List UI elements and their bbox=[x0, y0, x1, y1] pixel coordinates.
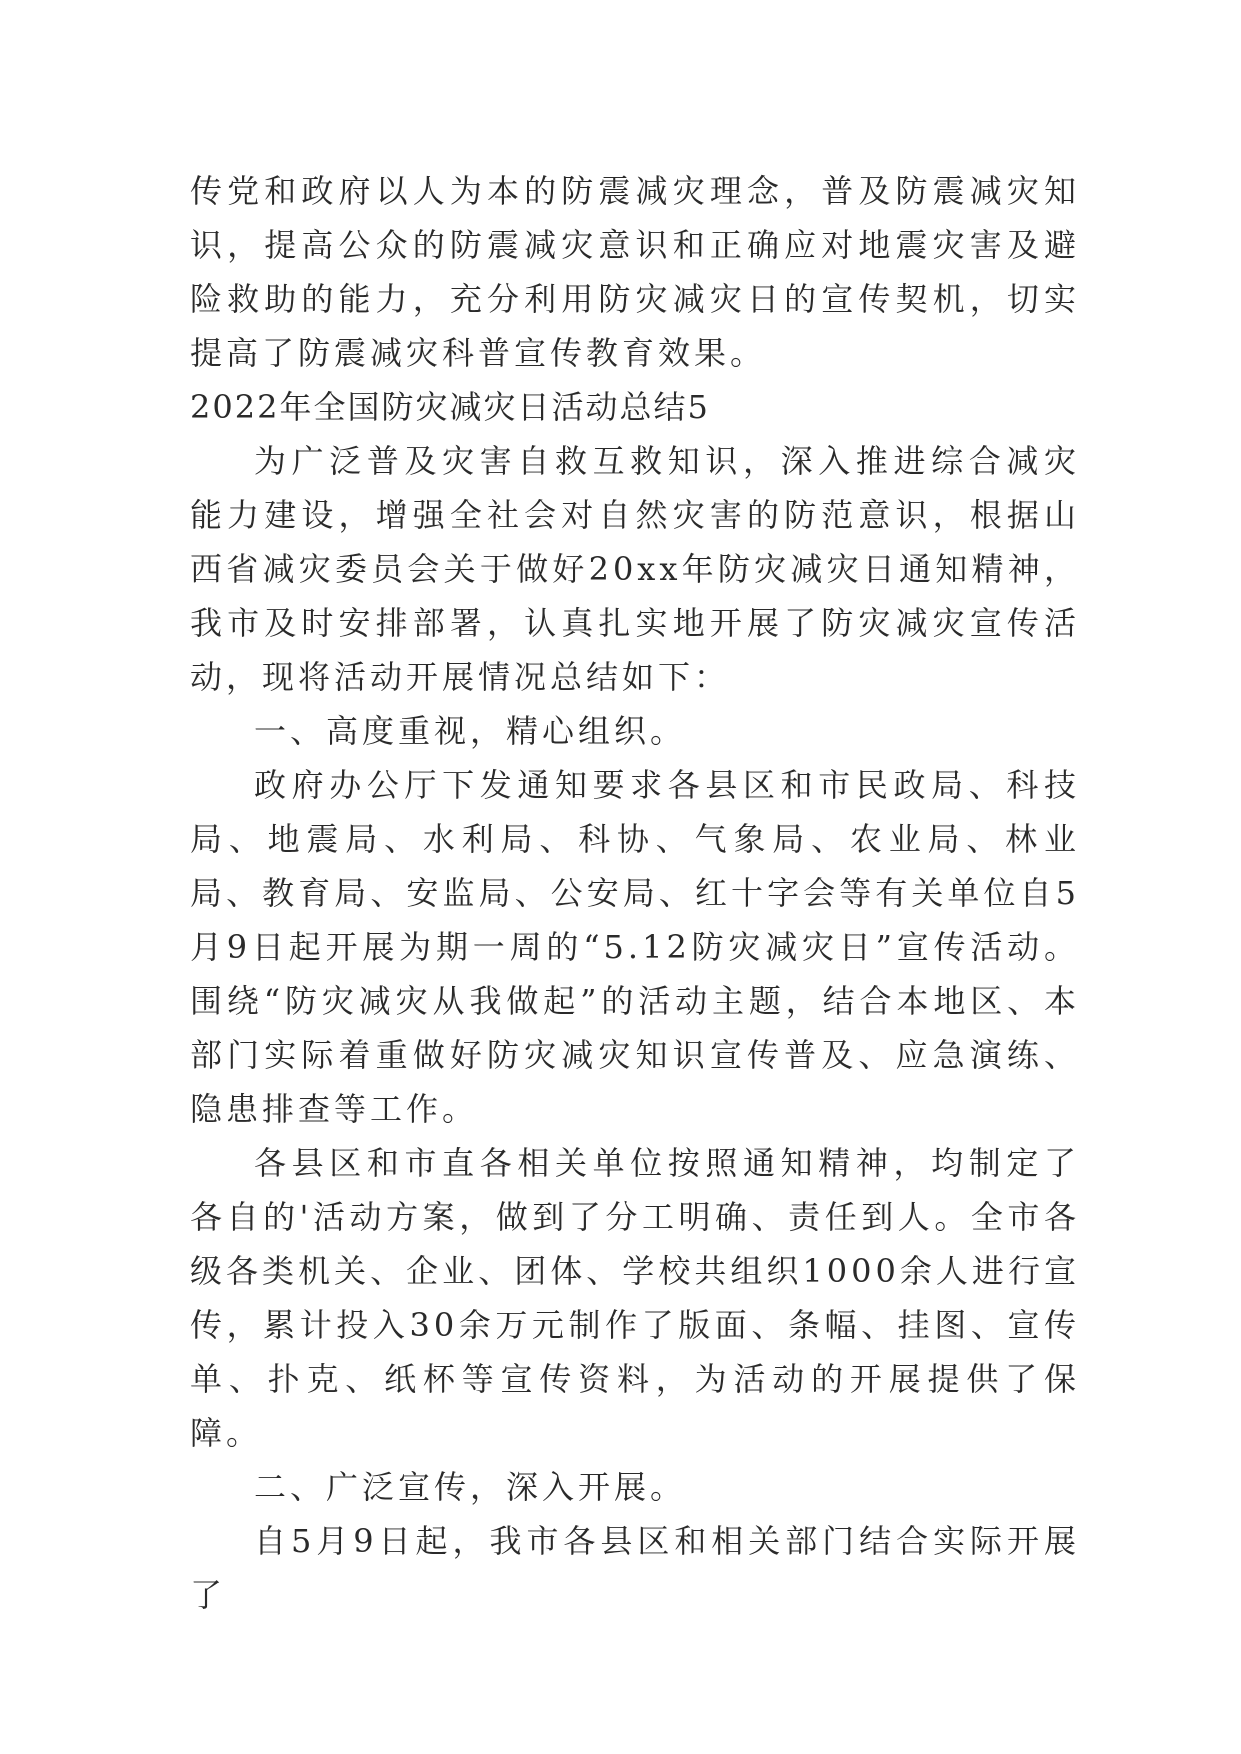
paragraph-notice: 政府办公厅下发通知要求各县区和市民政局、科技局、地震局、水利局、科协、气象局、农业局、林业局、教育局、安监局、公安局、红十字会等有关单位自5月9日起开展为期一周的“5.12防灾减灾日”宣传活动。围绕“防灾减灾从我做起”的活动主题，结合本地区、本部门实际着重做好防灾减灾知识宣传普及、应急演练、隐患排查等工作。 bbox=[190, 766, 1080, 1128]
section-heading-2: 二、广泛宣传，深入开展。 bbox=[254, 1468, 687, 1506]
section-heading-1: 一、高度重视，精心组织。 bbox=[254, 712, 687, 750]
paragraph-continued: 传党和政府以人为本的防震减灾理念，普及防震减灾知识，提高公众的防震减灾意识和正确应对地震灾害及避险救助的能力，充分利用防灾减灾日的宣传契机，切实提高了防震减灾科普宣传教育效果。 bbox=[190, 172, 1080, 372]
paragraph-activities: 自5月9日起，我市各县区和相关部门结合实际开展了 bbox=[190, 1522, 1080, 1614]
section-title: 2022年全国防灾减灾日活动总结5 bbox=[190, 388, 710, 426]
document-body bbox=[190, 164, 1080, 1622]
paragraph-plans: 各县区和市直各相关单位按照通知精神，均制定了各自的'活动方案，做到了分工明确、责任到人。全市各级各类机关、企业、团体、学校共组织1000余人进行宣传，累计投入30余万元制作了版面、条幅、挂图、宣传单、扑克、纸杯等宣传资料，为活动的开展提供了保障。 bbox=[190, 1144, 1080, 1452]
paragraph-intro: 为广泛普及灾害自救互救知识，深入推进综合减灾能力建设，增强全社会对自然灾害的防范意识，根据山西省减灾委员会关于做好20xx年防灾减灾日通知精神，我市及时安排部署，认真扎实地开展了防灾减灾宣传活动，现将活动开展情况总结如下： bbox=[190, 442, 1080, 696]
